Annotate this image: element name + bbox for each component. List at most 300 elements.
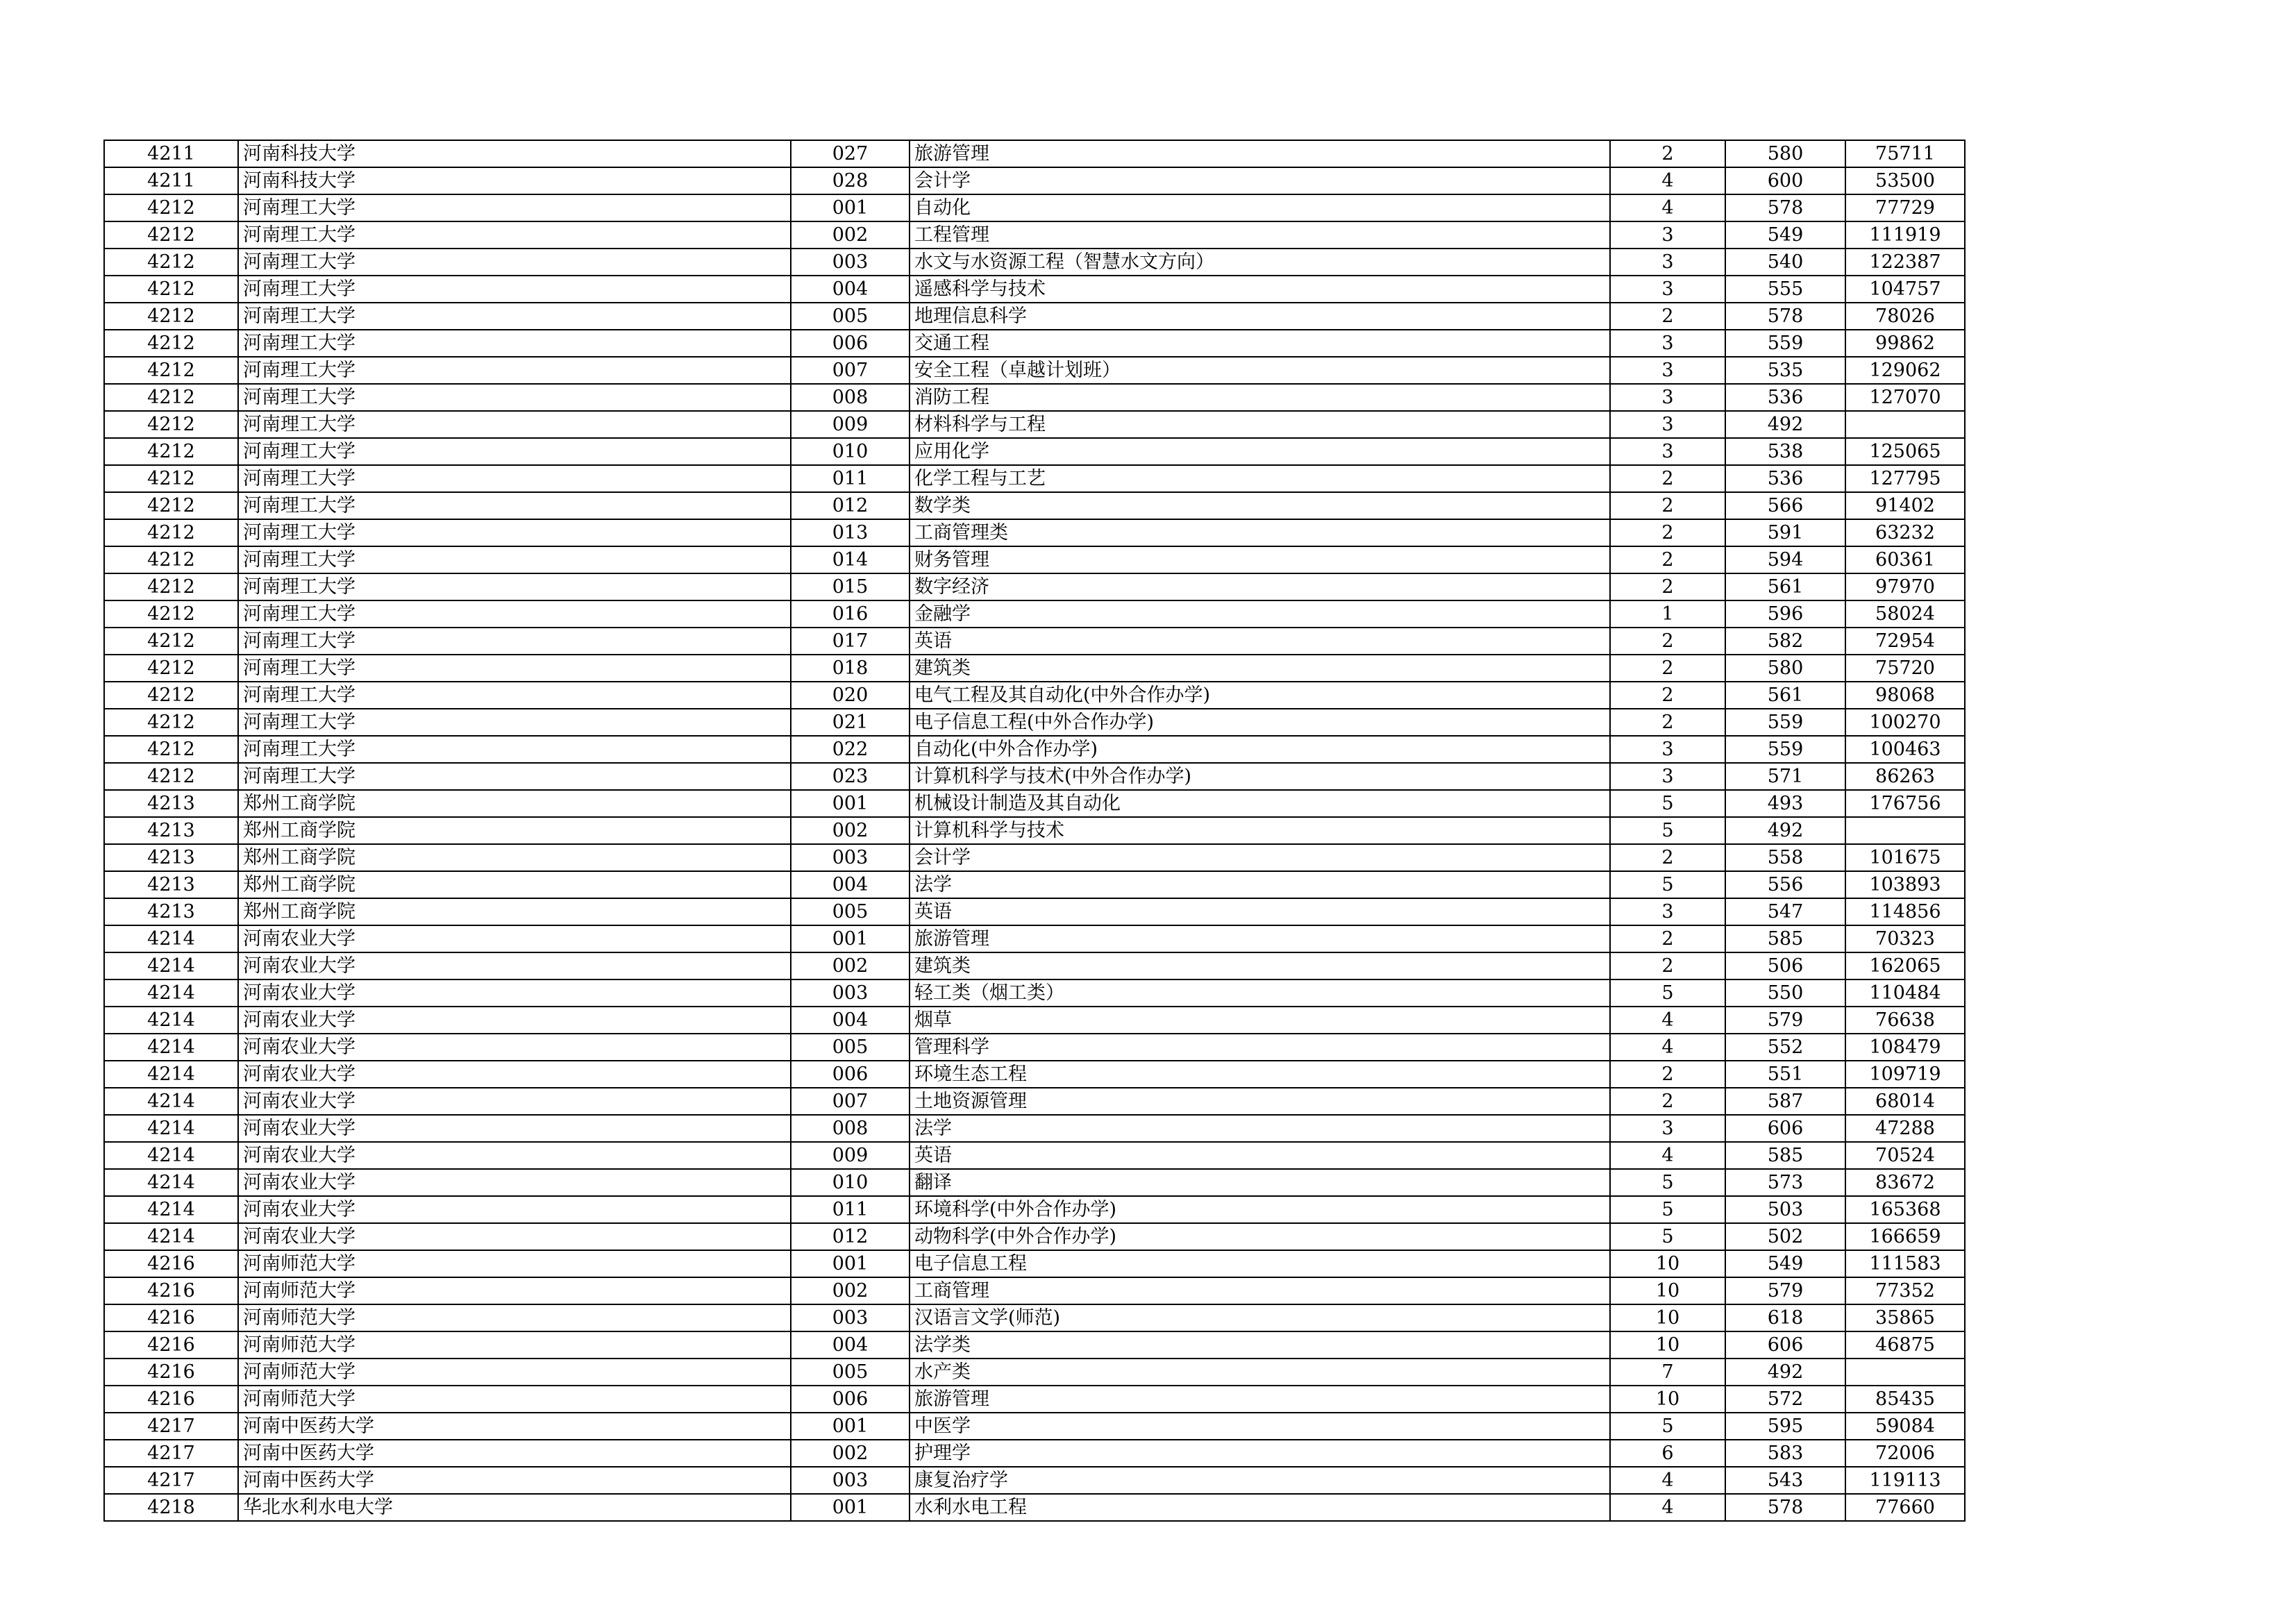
table-row <box>104 1034 1965 1061</box>
rank-cell: 122387 <box>1845 249 1965 276</box>
school-name-cell: 河南师范大学 <box>238 1386 791 1413</box>
school-name-cell: 河南理工大学 <box>238 249 791 276</box>
plan-count-cell: 10 <box>1610 1331 1725 1359</box>
plan-count-cell: 2 <box>1610 844 1725 871</box>
table-row <box>104 1061 1965 1088</box>
table-row <box>104 1440 1965 1467</box>
rank-cell: 101675 <box>1845 844 1965 871</box>
rank-cell <box>1845 817 1965 844</box>
major-name-cell: 水文与水资源工程（智慧水文方向） <box>910 249 1610 276</box>
major-name-cell: 中医学 <box>910 1413 1610 1440</box>
major-code-cell: 002 <box>791 1440 910 1467</box>
major-code-cell: 001 <box>791 1413 910 1440</box>
school-code-cell: 4217 <box>104 1413 238 1440</box>
major-code-cell: 003 <box>791 844 910 871</box>
min-score-cell: 571 <box>1725 763 1845 790</box>
min-score-cell: 591 <box>1725 519 1845 546</box>
table-row <box>104 303 1965 330</box>
plan-count-cell: 2 <box>1610 655 1725 682</box>
major-code-cell: 002 <box>791 952 910 979</box>
table-row <box>104 519 1965 546</box>
min-score-cell: 540 <box>1725 249 1845 276</box>
school-code-cell: 4214 <box>104 979 238 1007</box>
rank-cell: 176756 <box>1845 790 1965 817</box>
min-score-cell: 579 <box>1725 1277 1845 1304</box>
major-code-cell: 017 <box>791 628 910 655</box>
plan-count-cell: 3 <box>1610 438 1725 465</box>
min-score-cell: 585 <box>1725 925 1845 952</box>
school-code-cell: 4216 <box>104 1386 238 1413</box>
rank-cell: 60361 <box>1845 546 1965 573</box>
major-code-cell: 002 <box>791 1277 910 1304</box>
min-score-cell: 587 <box>1725 1088 1845 1115</box>
school-name-cell: 河南农业大学 <box>238 1007 791 1034</box>
major-name-cell: 交通工程 <box>910 330 1610 357</box>
major-name-cell: 英语 <box>910 1142 1610 1169</box>
rank-cell: 119113 <box>1845 1467 1965 1494</box>
rank-cell: 86263 <box>1845 763 1965 790</box>
plan-count-cell: 2 <box>1610 546 1725 573</box>
rank-cell: 59084 <box>1845 1413 1965 1440</box>
school-code-cell: 4214 <box>104 1061 238 1088</box>
table-row <box>104 925 1965 952</box>
major-name-cell: 轻工类（烟工类） <box>910 979 1610 1007</box>
rank-cell <box>1845 411 1965 438</box>
plan-count-cell: 5 <box>1610 817 1725 844</box>
school-code-cell: 4212 <box>104 194 238 221</box>
plan-count-cell: 10 <box>1610 1250 1725 1277</box>
school-name-cell: 河南农业大学 <box>238 1034 791 1061</box>
plan-count-cell: 4 <box>1610 1007 1725 1034</box>
major-name-cell: 动物科学(中外合作办学) <box>910 1223 1610 1250</box>
plan-count-cell: 2 <box>1610 140 1725 167</box>
major-name-cell: 材料科学与工程 <box>910 411 1610 438</box>
school-name-cell: 河南理工大学 <box>238 628 791 655</box>
min-score-cell: 502 <box>1725 1223 1845 1250</box>
min-score-cell: 493 <box>1725 790 1845 817</box>
table-row <box>104 384 1965 411</box>
min-score-cell: 596 <box>1725 600 1845 628</box>
school-code-cell: 4217 <box>104 1440 238 1467</box>
table-row <box>104 546 1965 573</box>
table-row <box>104 1359 1965 1386</box>
rank-cell: 68014 <box>1845 1088 1965 1115</box>
plan-count-cell: 5 <box>1610 1413 1725 1440</box>
school-name-cell: 河南农业大学 <box>238 1169 791 1196</box>
plan-count-cell: 3 <box>1610 276 1725 303</box>
major-name-cell: 土地资源管理 <box>910 1088 1610 1115</box>
school-name-cell: 河南理工大学 <box>238 709 791 736</box>
min-score-cell: 552 <box>1725 1034 1845 1061</box>
rank-cell: 77729 <box>1845 194 1965 221</box>
table-row <box>104 140 1965 167</box>
major-name-cell: 金融学 <box>910 600 1610 628</box>
major-code-cell: 009 <box>791 1142 910 1169</box>
rank-cell: 77660 <box>1845 1494 1965 1521</box>
plan-count-cell: 2 <box>1610 682 1725 709</box>
school-name-cell: 河南农业大学 <box>238 925 791 952</box>
plan-count-cell: 5 <box>1610 1196 1725 1223</box>
school-name-cell: 河南理工大学 <box>238 357 791 384</box>
school-name-cell: 河南农业大学 <box>238 1142 791 1169</box>
plan-count-cell: 4 <box>1610 1034 1725 1061</box>
table-row <box>104 817 1965 844</box>
school-name-cell: 河南师范大学 <box>238 1277 791 1304</box>
school-name-cell: 河南科技大学 <box>238 140 791 167</box>
school-code-cell: 4212 <box>104 384 238 411</box>
rank-cell: 166659 <box>1845 1223 1965 1250</box>
major-name-cell: 会计学 <box>910 844 1610 871</box>
major-code-cell: 004 <box>791 1007 910 1034</box>
table-row <box>104 736 1965 763</box>
rank-cell: 46875 <box>1845 1331 1965 1359</box>
min-score-cell: 506 <box>1725 952 1845 979</box>
major-code-cell: 004 <box>791 276 910 303</box>
table-row <box>104 357 1965 384</box>
min-score-cell: 578 <box>1725 194 1845 221</box>
plan-count-cell: 3 <box>1610 736 1725 763</box>
major-name-cell: 工商管理 <box>910 1277 1610 1304</box>
major-name-cell: 法学类 <box>910 1331 1610 1359</box>
school-name-cell: 河南中医药大学 <box>238 1413 791 1440</box>
school-code-cell: 4212 <box>104 600 238 628</box>
school-name-cell: 河南农业大学 <box>238 979 791 1007</box>
major-name-cell: 工程管理 <box>910 221 1610 249</box>
table-row <box>104 628 1965 655</box>
min-score-cell: 536 <box>1725 465 1845 492</box>
school-name-cell: 河南理工大学 <box>238 330 791 357</box>
min-score-cell: 582 <box>1725 628 1845 655</box>
rank-cell: 162065 <box>1845 952 1965 979</box>
major-code-cell: 005 <box>791 1034 910 1061</box>
major-name-cell: 会计学 <box>910 167 1610 194</box>
min-score-cell: 600 <box>1725 167 1845 194</box>
school-name-cell: 河南农业大学 <box>238 952 791 979</box>
school-code-cell: 4212 <box>104 736 238 763</box>
major-code-cell: 004 <box>791 871 910 898</box>
school-name-cell: 河南理工大学 <box>238 736 791 763</box>
table-row <box>104 1250 1965 1277</box>
min-score-cell: 547 <box>1725 898 1845 925</box>
min-score-cell: 550 <box>1725 979 1845 1007</box>
school-name-cell: 河南理工大学 <box>238 465 791 492</box>
plan-count-cell: 10 <box>1610 1386 1725 1413</box>
major-name-cell: 安全工程（卓越计划班） <box>910 357 1610 384</box>
major-name-cell: 消防工程 <box>910 384 1610 411</box>
rank-cell: 110484 <box>1845 979 1965 1007</box>
major-code-cell: 023 <box>791 763 910 790</box>
major-name-cell: 自动化(中外合作办学) <box>910 736 1610 763</box>
plan-count-cell: 3 <box>1610 384 1725 411</box>
table-row <box>104 1386 1965 1413</box>
table-row <box>104 600 1965 628</box>
table-row <box>104 249 1965 276</box>
rank-cell: 77352 <box>1845 1277 1965 1304</box>
min-score-cell: 492 <box>1725 817 1845 844</box>
school-name-cell: 河南农业大学 <box>238 1223 791 1250</box>
table-row <box>104 1277 1965 1304</box>
school-code-cell: 4211 <box>104 167 238 194</box>
table-row <box>104 1115 1965 1142</box>
plan-count-cell: 2 <box>1610 465 1725 492</box>
plan-count-cell: 2 <box>1610 1088 1725 1115</box>
school-code-cell: 4216 <box>104 1304 238 1331</box>
school-name-cell: 华北水利水电大学 <box>238 1494 791 1521</box>
rank-cell: 35865 <box>1845 1304 1965 1331</box>
rank-cell: 83672 <box>1845 1169 1965 1196</box>
rank-cell: 70323 <box>1845 925 1965 952</box>
major-code-cell: 006 <box>791 1386 910 1413</box>
rank-cell: 72954 <box>1845 628 1965 655</box>
rank-cell: 103893 <box>1845 871 1965 898</box>
table-row <box>104 790 1965 817</box>
school-name-cell: 河南师范大学 <box>238 1331 791 1359</box>
min-score-cell: 573 <box>1725 1169 1845 1196</box>
table-row <box>104 979 1965 1007</box>
major-name-cell: 计算机科学与技术(中外合作办学) <box>910 763 1610 790</box>
school-code-cell: 4213 <box>104 844 238 871</box>
school-code-cell: 4211 <box>104 140 238 167</box>
school-name-cell: 郑州工商学院 <box>238 898 791 925</box>
school-code-cell: 4216 <box>104 1250 238 1277</box>
school-code-cell: 4214 <box>104 1115 238 1142</box>
school-code-cell: 4212 <box>104 682 238 709</box>
school-name-cell: 河南理工大学 <box>238 194 791 221</box>
table-row <box>104 871 1965 898</box>
min-score-cell: 549 <box>1725 1250 1845 1277</box>
major-code-cell: 007 <box>791 1088 910 1115</box>
plan-count-cell: 5 <box>1610 1169 1725 1196</box>
school-name-cell: 郑州工商学院 <box>238 844 791 871</box>
rank-cell: 98068 <box>1845 682 1965 709</box>
table-row <box>104 898 1965 925</box>
plan-count-cell: 3 <box>1610 763 1725 790</box>
table-row <box>104 1304 1965 1331</box>
major-code-cell: 005 <box>791 898 910 925</box>
school-name-cell: 郑州工商学院 <box>238 790 791 817</box>
major-name-cell: 建筑类 <box>910 655 1610 682</box>
school-code-cell: 4214 <box>104 1142 238 1169</box>
rank-cell: 72006 <box>1845 1440 1965 1467</box>
school-name-cell: 河南理工大学 <box>238 492 791 519</box>
school-code-cell: 4213 <box>104 871 238 898</box>
major-name-cell: 烟草 <box>910 1007 1610 1034</box>
major-code-cell: 004 <box>791 1331 910 1359</box>
school-code-cell: 4212 <box>104 276 238 303</box>
plan-count-cell: 2 <box>1610 519 1725 546</box>
rank-cell: 70524 <box>1845 1142 1965 1169</box>
min-score-cell: 618 <box>1725 1304 1845 1331</box>
plan-count-cell: 2 <box>1610 303 1725 330</box>
table-row <box>104 276 1965 303</box>
table-row <box>104 1088 1965 1115</box>
school-code-cell: 4214 <box>104 925 238 952</box>
major-name-cell: 电子信息工程(中外合作办学) <box>910 709 1610 736</box>
plan-count-cell: 4 <box>1610 1142 1725 1169</box>
table-row <box>104 1467 1965 1494</box>
plan-count-cell: 5 <box>1610 1223 1725 1250</box>
major-name-cell: 法学 <box>910 871 1610 898</box>
rank-cell: 85435 <box>1845 1386 1965 1413</box>
min-score-cell: 561 <box>1725 573 1845 600</box>
rank-cell <box>1845 1359 1965 1386</box>
table-row <box>104 655 1965 682</box>
min-score-cell: 580 <box>1725 655 1845 682</box>
major-code-cell: 010 <box>791 1169 910 1196</box>
table-row <box>104 763 1965 790</box>
school-code-cell: 4217 <box>104 1467 238 1494</box>
min-score-cell: 561 <box>1725 682 1845 709</box>
plan-count-cell: 5 <box>1610 871 1725 898</box>
rank-cell: 58024 <box>1845 600 1965 628</box>
major-name-cell: 英语 <box>910 898 1610 925</box>
min-score-cell: 559 <box>1725 330 1845 357</box>
major-name-cell: 电气工程及其自动化(中外合作办学) <box>910 682 1610 709</box>
min-score-cell: 538 <box>1725 438 1845 465</box>
major-code-cell: 011 <box>791 1196 910 1223</box>
major-name-cell: 地理信息科学 <box>910 303 1610 330</box>
rank-cell: 100270 <box>1845 709 1965 736</box>
major-code-cell: 012 <box>791 492 910 519</box>
major-code-cell: 012 <box>791 1223 910 1250</box>
min-score-cell: 572 <box>1725 1386 1845 1413</box>
plan-count-cell: 7 <box>1610 1359 1725 1386</box>
min-score-cell: 585 <box>1725 1142 1845 1169</box>
major-name-cell: 数字经济 <box>910 573 1610 600</box>
min-score-cell: 606 <box>1725 1331 1845 1359</box>
table-row <box>104 1494 1965 1521</box>
min-score-cell: 579 <box>1725 1007 1845 1034</box>
plan-count-cell: 3 <box>1610 249 1725 276</box>
school-code-cell: 4214 <box>104 1169 238 1196</box>
school-code-cell: 4212 <box>104 763 238 790</box>
table-row <box>104 330 1965 357</box>
min-score-cell: 535 <box>1725 357 1845 384</box>
school-code-cell: 4213 <box>104 790 238 817</box>
min-score-cell: 492 <box>1725 1359 1845 1386</box>
major-code-cell: 006 <box>791 330 910 357</box>
plan-count-cell: 4 <box>1610 1467 1725 1494</box>
school-name-cell: 河南师范大学 <box>238 1250 791 1277</box>
min-score-cell: 559 <box>1725 736 1845 763</box>
rank-cell: 47288 <box>1845 1115 1965 1142</box>
school-code-cell: 4214 <box>104 1223 238 1250</box>
major-code-cell: 001 <box>791 1250 910 1277</box>
plan-count-cell: 3 <box>1610 221 1725 249</box>
school-name-cell: 郑州工商学院 <box>238 817 791 844</box>
plan-count-cell: 2 <box>1610 492 1725 519</box>
school-code-cell: 4216 <box>104 1331 238 1359</box>
min-score-cell: 555 <box>1725 276 1845 303</box>
school-name-cell: 河南理工大学 <box>238 763 791 790</box>
min-score-cell: 559 <box>1725 709 1845 736</box>
major-code-cell: 028 <box>791 167 910 194</box>
school-code-cell: 4212 <box>104 249 238 276</box>
major-code-cell: 008 <box>791 384 910 411</box>
school-code-cell: 4213 <box>104 898 238 925</box>
rank-cell: 109719 <box>1845 1061 1965 1088</box>
table-row <box>104 1142 1965 1169</box>
school-code-cell: 4214 <box>104 1196 238 1223</box>
min-score-cell: 543 <box>1725 1467 1845 1494</box>
major-code-cell: 011 <box>791 465 910 492</box>
school-name-cell: 河南理工大学 <box>238 438 791 465</box>
school-code-cell: 4212 <box>104 573 238 600</box>
plan-count-cell: 5 <box>1610 979 1725 1007</box>
major-code-cell: 005 <box>791 1359 910 1386</box>
major-name-cell: 自动化 <box>910 194 1610 221</box>
major-code-cell: 016 <box>791 600 910 628</box>
rank-cell: 78026 <box>1845 303 1965 330</box>
table-body <box>104 140 1965 1521</box>
rank-cell: 129062 <box>1845 357 1965 384</box>
major-name-cell: 旅游管理 <box>910 925 1610 952</box>
school-name-cell: 河南农业大学 <box>238 1196 791 1223</box>
major-name-cell: 机械设计制造及其自动化 <box>910 790 1610 817</box>
min-score-cell: 580 <box>1725 140 1845 167</box>
major-code-cell: 020 <box>791 682 910 709</box>
table-row <box>104 682 1965 709</box>
min-score-cell: 536 <box>1725 384 1845 411</box>
major-name-cell: 水利水电工程 <box>910 1494 1610 1521</box>
table-row <box>104 438 1965 465</box>
major-name-cell: 翻译 <box>910 1169 1610 1196</box>
major-name-cell: 化学工程与工艺 <box>910 465 1610 492</box>
major-code-cell: 006 <box>791 1061 910 1088</box>
rank-cell: 111583 <box>1845 1250 1965 1277</box>
school-code-cell: 4212 <box>104 221 238 249</box>
min-score-cell: 578 <box>1725 303 1845 330</box>
min-score-cell: 595 <box>1725 1413 1845 1440</box>
rank-cell: 76638 <box>1845 1007 1965 1034</box>
rank-cell: 114856 <box>1845 898 1965 925</box>
min-score-cell: 558 <box>1725 844 1845 871</box>
major-name-cell: 水产类 <box>910 1359 1610 1386</box>
school-code-cell: 4212 <box>104 492 238 519</box>
major-code-cell: 015 <box>791 573 910 600</box>
school-name-cell: 河南农业大学 <box>238 1061 791 1088</box>
rank-cell: 127070 <box>1845 384 1965 411</box>
major-code-cell: 003 <box>791 1304 910 1331</box>
major-code-cell: 001 <box>791 194 910 221</box>
major-name-cell: 工商管理类 <box>910 519 1610 546</box>
major-name-cell: 旅游管理 <box>910 1386 1610 1413</box>
rank-cell: 108479 <box>1845 1034 1965 1061</box>
school-name-cell: 河南中医药大学 <box>238 1467 791 1494</box>
table-row <box>104 465 1965 492</box>
min-score-cell: 492 <box>1725 411 1845 438</box>
major-code-cell: 001 <box>791 925 910 952</box>
school-code-cell: 4216 <box>104 1277 238 1304</box>
plan-count-cell: 2 <box>1610 628 1725 655</box>
major-code-cell: 022 <box>791 736 910 763</box>
plan-count-cell: 2 <box>1610 573 1725 600</box>
major-code-cell: 003 <box>791 1467 910 1494</box>
table-row <box>104 573 1965 600</box>
major-name-cell: 计算机科学与技术 <box>910 817 1610 844</box>
table-row <box>104 709 1965 736</box>
major-name-cell: 护理学 <box>910 1440 1610 1467</box>
rank-cell: 125065 <box>1845 438 1965 465</box>
plan-count-cell: 3 <box>1610 1115 1725 1142</box>
plan-count-cell: 4 <box>1610 194 1725 221</box>
school-name-cell: 河南师范大学 <box>238 1304 791 1331</box>
major-code-cell: 005 <box>791 303 910 330</box>
school-code-cell: 4212 <box>104 519 238 546</box>
plan-count-cell: 3 <box>1610 411 1725 438</box>
rank-cell: 75720 <box>1845 655 1965 682</box>
school-code-cell: 4213 <box>104 817 238 844</box>
